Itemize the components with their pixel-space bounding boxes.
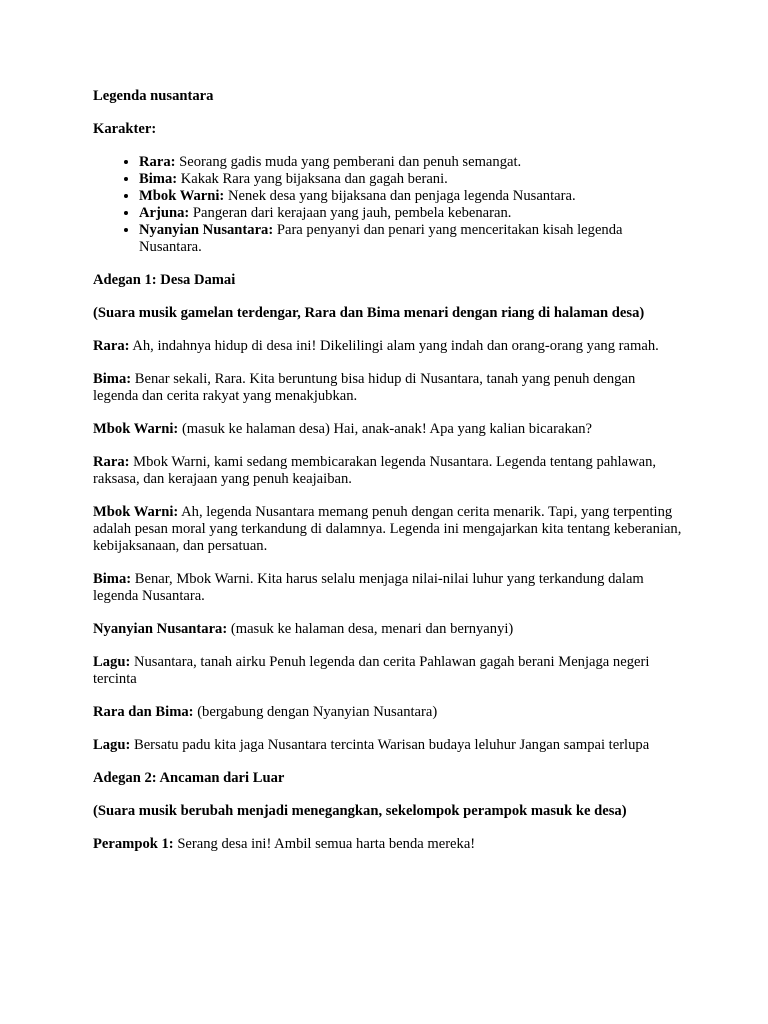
dialogue-line: Mbok Warni: (masuk ke halaman desa) Hai, anak-anak! Apa yang kalian bicarakan?: [93, 421, 593, 437]
scene-heading: Adegan 1: Desa Damai: [93, 272, 236, 288]
list-item: • Mbok Warni: Nenek desa yang bijaksana dan penjaga legenda Nusantara.: [139, 188, 683, 205]
character-list: [93, 154, 683, 256]
document-title: Legenda nusantara: [93, 88, 214, 104]
dialogue-line: Rara: Ah, indahnya hidup di desa ini! Dikelilingi alam yang indah dan orang-orang yang ramah.: [93, 338, 659, 354]
list-item: • Rara: Seorang gadis muda yang pemberani dan penuh semangat.: [139, 154, 683, 171]
list-item: • Nyanyian Nusantara: Para penyanyi dan penari yang menceritakan kisah legenda Nusantara.: [139, 222, 683, 256]
dialogue-line: Mbok Warni: Ah, legenda Nusantara memang penuh dengan cerita menarik. Tapi, yang terpenting adalah pesan moral yang terkandung di dalamnya. Legenda ini mengajarkan kita tentang keberanian, kebijaksanaan, dan persatuan.: [93, 504, 682, 554]
scene-heading: Adegan 2: Ancaman dari Luar: [93, 770, 285, 786]
document-page: [93, 88, 683, 869]
characters-heading: Karakter:: [93, 121, 157, 137]
dialogue-line: Perampok 1: Serang desa ini! Ambil semua harta benda mereka!: [93, 836, 476, 852]
song-lyrics: Lagu: Bersatu padu kita jaga Nusantara tercinta Warisan budaya leluhur Jangan sampai terlupa: [93, 737, 650, 753]
list-item: • Arjuna: Pangeran dari kerajaan yang jauh, pembela kebenaran.: [139, 205, 683, 222]
dialogue-line: Rara: Mbok Warni, kami sedang membicarakan legenda Nusantara. Legenda tentang pahlawan, raksasa, dan kerajaan yang penuh keajaiban.: [93, 454, 657, 487]
dialogue-line: Bima: Benar sekali, Rara. Kita beruntung bisa hidup di Nusantara, tanah yang penuh dengan legenda dan cerita rakyat yang menakjubkan.: [93, 371, 636, 404]
list-item: • Bima: Kakak Rara yang bijaksana dan gagah berani.: [139, 171, 683, 188]
stage-direction: (Suara musik berubah menjadi menegangkan, sekelompok perampok masuk ke desa): [93, 803, 627, 819]
dialogue-line: Rara dan Bima: (bergabung dengan Nyanyian Nusantara): [93, 704, 438, 720]
stage-direction: (Suara musik gamelan terdengar, Rara dan Bima menari dengan riang di halaman desa): [93, 305, 645, 321]
dialogue-line: Nyanyian Nusantara: (masuk ke halaman desa, menari dan bernyanyi): [93, 621, 514, 637]
song-lyrics: Lagu: Nusantara, tanah airku Penuh legenda dan cerita Pahlawan gagah berani Menjaga negeri tercinta: [93, 654, 650, 687]
dialogue-line: Bima: Benar, Mbok Warni. Kita harus selalu menjaga nilai-nilai luhur yang terkandung dalam legenda Nusantara.: [93, 571, 644, 604]
